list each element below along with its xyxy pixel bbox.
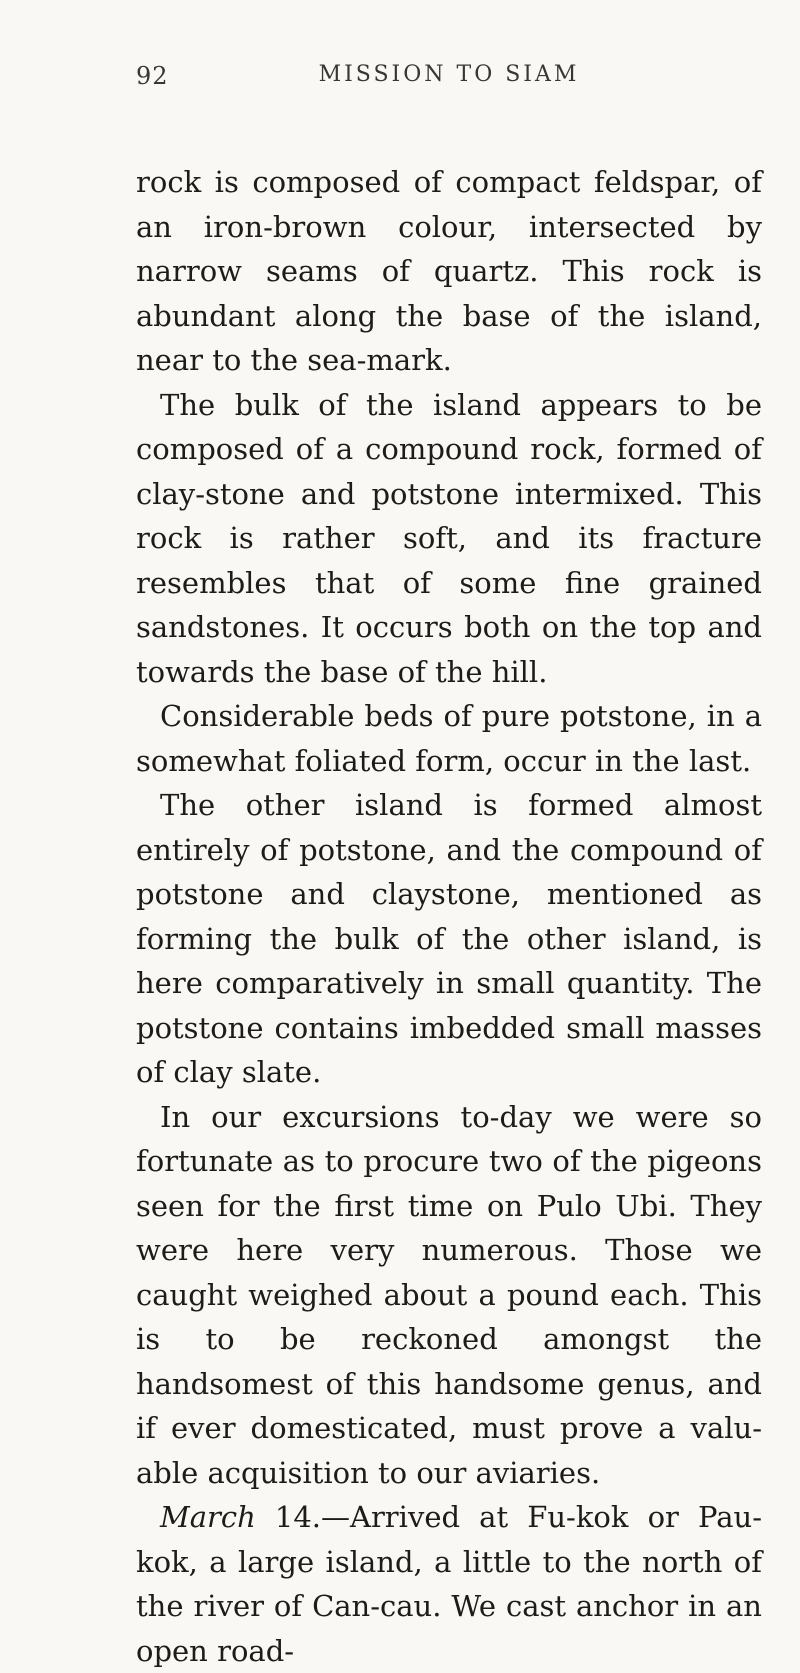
date-label: March [160, 1500, 256, 1534]
page-number: 92 [136, 62, 169, 90]
paragraph-6 [136, 1495, 762, 1673]
paragraph-5: In our excursions to-day we were so fortunate as to procure two of the pigeons seen for the first time on Pulo Ubi. They were here very numerous. Those we caught weighed about a pound each. This is to be reckoned amongst the handsomest of this handsome genus, and if ever domesticated, must prove a valuable acquisition to our aviaries. [136, 1099, 762, 1490]
paragraph-6-text: 14.—Arrived at Fu-kok or Pau-kok, a large island, a little to the north of the river of Can-cau. We cast anchor in an open road- [136, 1500, 762, 1668]
paragraph-2: The bulk of the island appears to be composed of a compound rock, formed of clay-stone and potstone intermixed. This rock is rather soft, and its fracture resembles that of some fine grained sandstones. It occurs both on the top and towards the base of the hill. [136, 387, 762, 689]
paragraph-3: Considerable beds of pure potstone, in a somewhat foliated form, occur in the last. [136, 699, 762, 778]
running-title: MISSION TO SIAM [318, 62, 580, 87]
paragraph-4: The other island is formed almost entirely of potstone, and the compound of potstone and claystone, mentioned as forming the bulk of the other island, is here comparatively in small quantity. The potstone contains imbedded small masses of clay slate. [136, 788, 762, 1089]
page-header [136, 62, 762, 102]
paragraph-1: rock is composed of compact feldspar, of an iron-brown colour, intersected by narrow seams of quartz. This rock is abundant along the base of the island, near to the sea-mark. [136, 165, 762, 377]
page-body [136, 160, 762, 1673]
